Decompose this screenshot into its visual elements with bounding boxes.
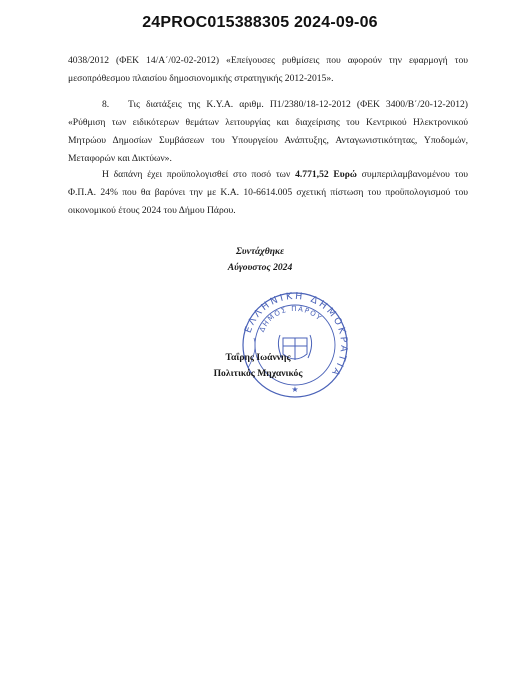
signatory-name: Ταΐρης Ιωάννης	[225, 352, 291, 363]
svg-text:ΕΛΛΗΝΙΚΗ ΔΗΜΟΚΡΑΤΙΑ: ΕΛΛΗΝΙΚΗ ΔΗΜΟΚΡΑΤΙΑ	[242, 290, 350, 380]
paragraph-continuation: 4038/2012 (ΦΕΚ 14/Α΄/02-02-2012) «Επείγουσες ρυθμίσεις που αφορούν την εφαρμογή του μεσοπρόθεσμου πλαισίου δημοσιονομικής στρατηγικής 2012-2015».	[68, 55, 468, 84]
svg-text:ΔΗΜΟΣ ΠΑΡΟΥ: ΔΗΜΟΣ ΠΑΡΟΥ	[257, 304, 324, 334]
expense-text-start: Η δαπάνη έχει προϋπολογισθεί στο ποσό των	[102, 169, 291, 180]
svg-text:★: ★	[291, 385, 299, 394]
municipality-seal-stamp	[236, 290, 354, 400]
signatory-title: Πολιτικός Μηχανικός	[213, 368, 303, 379]
drafted-date: Αύγουστος 2024	[227, 262, 293, 273]
paragraph-item-8	[68, 96, 468, 168]
item-8-text: Τις διατάξεις της Κ.Υ.Α. αριθμ. Π1/2380/18-12-2012 (ΦΕΚ 3400/Β΄/20-12-2012) «Ρύθμιση των ειδικότερων θεμάτων λειτουργίας και διαχείρισης του Κεντρικού Ηλεκτρονικού Μητρώου Δημοσίων Συμβάσεων του Υπουργείου Ανάπτυξης, Ανταγωνιστικότητας, Υποδομών, Μεταφορών και Δικτύων».	[68, 99, 468, 164]
expense-currency: Ευρώ	[333, 169, 357, 180]
paragraph-expense	[68, 166, 468, 220]
expense-amount: 4.771,52	[295, 169, 329, 180]
expense-text-end: συμπεριλαμβανομένου του Φ.Π.Α. 24% που θα βαρύνει την με Κ.Α. 10-6614.005 σχετική πίστωση του προϋπολογισμού του οικονομικού έτους 2024 του Δήμου Πάρου.	[68, 169, 469, 216]
drafted-label: Συντάχθηκε	[235, 246, 285, 257]
item-number: 8.	[102, 99, 110, 110]
document-id-header: 24PROC015388305 2024-09-06	[142, 14, 378, 31]
